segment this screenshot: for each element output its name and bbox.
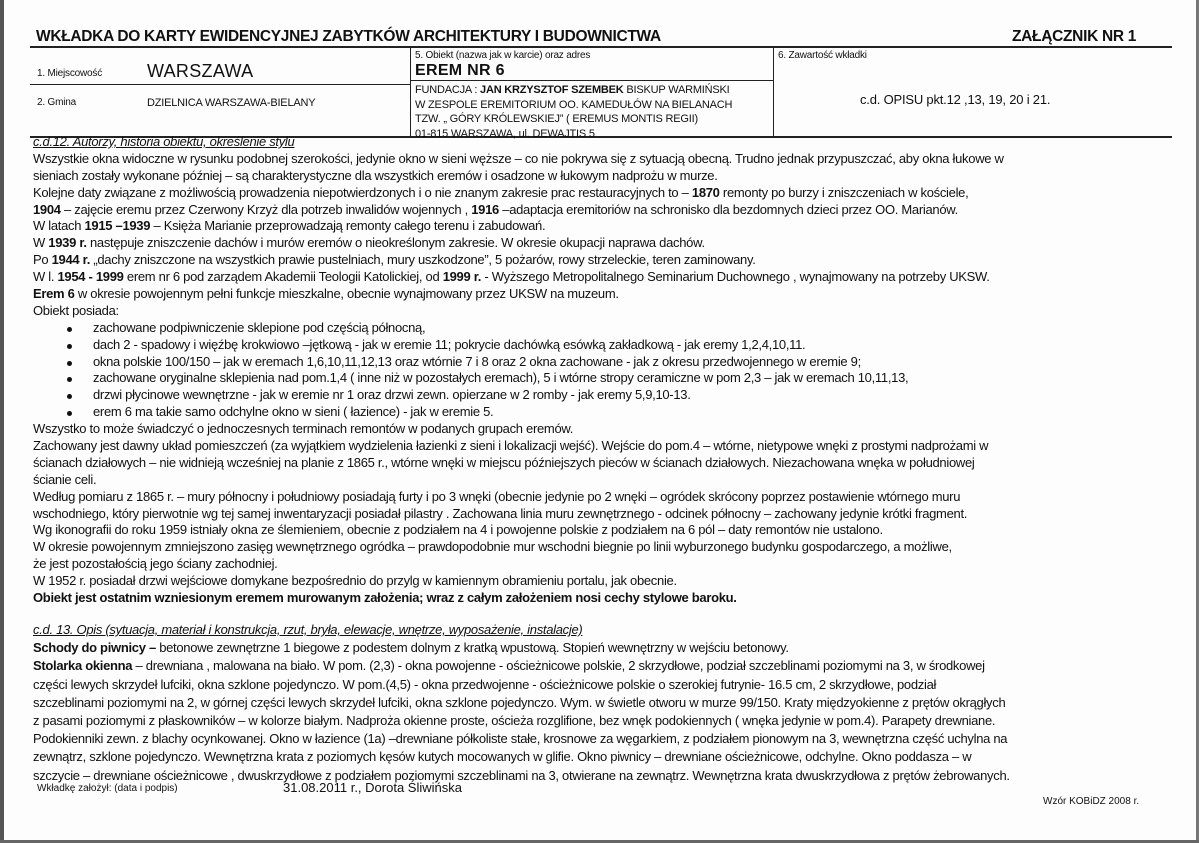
text-segment: W 1952 r. posiadał drzwi wejściowe domykane bezpośrednio do przylg w kamiennym obramieniu portalu, jak obecnie. — [33, 573, 677, 589]
text-segment: że jest pozostałością jego ściany zachodniej. — [33, 556, 278, 572]
text-segment: okna polskie 100/150 – jak w eremach 1,6,10,11,12,13 oraz wtórnie 7 i 8 oraz 2 okna zachowane - jak z okresu przedwojennego w eremie 9; — [93, 353, 861, 369]
text-segment: Według pomiaru z 1865 r. – mury północny i południowy posiadają furty i po 3 wnęki (obecnie jedynie po 2 wnęki – ogródek skrócony poprzez postawienie wtórnego muru — [33, 488, 961, 504]
text-segment: - Wyższego Metropolitalnego Seminarium Duchownego , wynajmowany na potrzeby UKSW. — [481, 269, 990, 285]
text-segment: W latach — [33, 218, 85, 234]
section-13-heading: c.d. 13. Opis (sytuacja, materiał i konstrukcja, rzut, bryła, elewacje, wnętrze, wyposażenie, instalacje) — [33, 622, 583, 637]
text-segment: betonowe zewnętrzne 1 biegowe z podestem dolnym z kratką wpustową. Stopień wewnętrzny w wejściu betonowy. — [155, 640, 789, 656]
text-line — [33, 168, 1004, 185]
address-line — [415, 83, 732, 98]
address-line — [415, 98, 732, 113]
text-segment: sieniach zostały wykonane później – są charakterystyczne dla wszystkich eremów i osadzone w łukowym nadprożu w murze. — [33, 167, 718, 183]
text-line — [33, 421, 1004, 438]
text-segment: – drewniana , malowana na biało. W pom. (2,3) - okna powojenne - ościeżnicowe polskie, 2 skrzydłowe, podział szczeblinami poziomymi na 3, w środkowej — [132, 658, 985, 674]
bold-text: 1904 — [33, 201, 61, 217]
text-line — [33, 252, 1004, 269]
signature-value: 31.08.2011 r., Dorota Śliwińska — [283, 780, 462, 795]
text-segment: zewnątrz, szklone pojedynczo. Wewnętrzna krata z poziomych kęsów kutych mocowanych w glifie. Okno piwnicy – drewniane ościeżnicowe, odchylne. Okno poddasza – w — [33, 749, 972, 765]
text-segment: części lewych skrzydeł lufciki, okna szklone pojedynczo. W pom.(4,5) - okna przedwojenne - ościeżnicowe polskie o szerokiej futrynie- 16.5 cm, 2 skrzydłowe, podział — [33, 676, 937, 692]
bullet-item — [33, 370, 1004, 387]
bullet-item — [33, 320, 1004, 337]
text-line — [33, 748, 1010, 766]
object-label: 5. Obiekt (nazwa jak w karcie) oraz adres — [415, 50, 591, 61]
commune-value: DZIELNICA WARSZAWA-BIELANY — [147, 97, 316, 109]
text-line — [33, 590, 1004, 607]
text-segment: Wg ikonografii do roku 1959 istniały okna ze ślemieniem, obecnie z podziałem na 4 i powojenne polskie z podziałem na 6 pól – daty remontów nie ustalono. — [33, 522, 883, 538]
text-line — [33, 151, 1004, 168]
text-segment: W l. — [33, 269, 58, 285]
section-13 — [33, 621, 1010, 785]
text-segment: wschodniego, który pierwotnie wg tej samej inwentaryzacji posiadał pilastry . Zachowana linia muru zewnętrznego - odcinek północny – zachowany jedynie krótki fragment. — [33, 505, 968, 521]
text-segment: Wszystko to może świadczyć o jednoczesnych terminach remontów w podanych grupach eremów. — [33, 421, 574, 437]
text-segment: następuje zniszczenie dachów i murów eremów o nieokreślonym zakresie. W okresie okupacji naprawa dachów. — [86, 235, 705, 251]
bold-text: 1954 - 1999 — [57, 269, 124, 285]
text-segment: Podokienniki zewn. z blachy ocynkowanej. Okno w łazience (1a) –drewniane półkoliste stałe, krosnowe za węgarkiem, z podziałem pionowym na 3, wewnętrzna część uchylna na — [33, 731, 1008, 747]
text-line — [33, 767, 1010, 785]
bullet-item — [33, 404, 1004, 421]
text-segment: ścianie celi. — [33, 471, 97, 487]
table-column-divider — [410, 47, 411, 136]
text-line — [33, 522, 1004, 539]
bold-text: 1999 r. — [442, 269, 482, 285]
bullet-item — [33, 354, 1004, 371]
text-segment: W — [33, 235, 49, 251]
text-segment: „dachy zniszczone na wszystkich prawie pustelniach, mury uszkodzone”, 5 pożarów, rowy strzeleckie, teren zaminowany. — [90, 252, 756, 268]
text-segment: z pasami poziomymi z płaskowników – w kolorze białym. Nadproża okienne proste, ościeża rozglifione, bez wnęk podokiennych ( wnęka jedynie w pom.4). Parapety drewniane. — [33, 712, 996, 728]
text-line — [33, 657, 1010, 675]
text-line — [33, 730, 1010, 748]
text-segment: 01-815 WARSZAWA, ul. DEWAJTIS 5 — [415, 127, 595, 140]
text-line — [33, 218, 1004, 235]
text-line — [33, 269, 1004, 286]
text-line — [33, 185, 1004, 202]
address-line — [415, 112, 732, 127]
bold-text: Stolarka okienna — [33, 658, 133, 674]
document-title: WKŁADKA DO KARTY EWIDENCYJNEJ ZABYTKÓW ARCHITEKTURY I BUDOWNICTWA — [36, 28, 661, 45]
text-segment: W ZESPOLE EREMITORIUM OO. KAMEDUŁÓW NA BIELANACH — [415, 98, 733, 111]
template-version: Wzór KOBiDZ 2008 r. — [1043, 796, 1140, 807]
text-line — [33, 539, 1004, 556]
object-address — [415, 83, 732, 141]
bullet-item — [33, 387, 1004, 404]
scan-edge-left — [0, 0, 4, 843]
bold-text: Erem 6 — [33, 286, 75, 302]
text-segment: TZW. „ GÓRY KRÓLEWSKIEJ” ( EREMUS MONTIS REGII) — [415, 113, 698, 125]
text-segment: drzwi płycinowe wewnętrzne - jak w eremie nr 1 oraz drzwi zewn. opierzane w 2 romby - jak eremy 5,9,10-13. — [93, 387, 691, 403]
text-line — [33, 676, 1010, 694]
text-segment: Po — [33, 252, 52, 268]
text-line — [33, 202, 1004, 219]
text-line — [33, 712, 1010, 730]
text-line — [33, 639, 1010, 657]
bold-text: 1939 r. — [48, 235, 87, 251]
text-line — [33, 303, 1004, 320]
text-line — [33, 472, 1004, 489]
text-segment: –adaptacja eremitoriów na schronisko dla bezdomnych dzieci przez OO. Marianów. — [498, 201, 958, 217]
text-line — [33, 556, 1004, 573]
text-line — [33, 235, 1004, 252]
bold-text: Obiekt jest ostatnim wzniesionym eremem murowanym założenia; wraz z całym założeniem nosi cechy stylowe baroku. — [33, 590, 737, 606]
text-segment: BISKUP WARMIŃSKI — [623, 84, 730, 96]
text-segment: dach 2 - spadowy i więźbę krokwiowo –jętkową - jak w eremie 11; pokrycie dachówką esówką zakładkową - jak eremy 1,2,4,10,11. — [93, 336, 806, 352]
table-row-divider — [30, 84, 410, 85]
text-segment: Kolejne daty związane z możliwością prowadzenia niepotwierdzonych i o nie znanym zakresie prac restauracyjnych to – — [33, 184, 692, 200]
text-segment: – zajęcie eremu przez Czerwony Krzyż dla potrzeb inwalidów wojennych , — [60, 201, 472, 217]
table-top-border — [30, 46, 1172, 48]
text-segment: zachowane podpiwniczenie sklepione pod częścią północną, — [93, 319, 426, 335]
bold-text: 1915 –1939 — [84, 218, 151, 234]
locality-value: WARSZAWA — [147, 61, 254, 81]
section-13-body — [33, 639, 1010, 785]
text-line — [33, 694, 1010, 712]
annex-number: ZAŁĄCZNIK NR 1 — [1012, 28, 1137, 45]
text-segment: szczeblinami poziomymi na 2, w górnej części lewych skrzydeł lufciki, okna szklone pojedynczo. Wym. w świetle otworu w murze 99/150. Kraty międzyokienne z prętów okrągłych — [33, 694, 1006, 710]
text-segment: Zachowany jest dawny układ pomieszczeń (za wyjątkiem wydzielenia łazienki z sieni i lokalizacji wejść). Wejście do pom.4 – wtórne, nietypowe wnęki z prostymi nadprożami w — [33, 438, 989, 454]
text-line — [33, 506, 1004, 523]
contents-value: c.d. OPISU pkt.12 ,13, 19, 20 i 21. — [860, 92, 1051, 107]
text-segment: remonty po burzy i zniszczeniach w kościele, — [719, 184, 969, 200]
bold-text: Schody do piwnicy – — [33, 640, 156, 656]
text-segment: Obiekt posiada: — [33, 302, 119, 318]
locality-label: 1. Miejscowość — [37, 68, 102, 79]
text-line — [33, 489, 1004, 506]
object-name: EREM NR 6 — [415, 62, 505, 79]
signature-label: Wkładkę założył: (data i podpis) — [37, 783, 178, 794]
text-segment: Wszystkie okna widoczne w rysunku podobnej szerokości, jedynie okno w sieni węższe – co nie pokrywa się z sytuacją obecną. Trudno jednak przypuszczać, aby okna łukowe w — [33, 150, 1004, 166]
bold-text: 1870 — [691, 184, 720, 200]
text-segment: erem nr 6 pod zarządem Akademii Teologii Katolickiej, od — [123, 269, 443, 285]
section-12-heading: c.d.12. Autorzy, historia obiektu, określenie stylu — [33, 134, 295, 149]
text-segment: w okresie powojennym pełni funkcje mieszkalne, obecnie wynajmowany przez UKSW na muzeum. — [74, 286, 619, 302]
text-segment: W okresie powojennym zmniejszono zasięg wewnętrznego ogródka – prawdopodobnie mur wschodni biegnie po linii wyburzonego budynku gospodarczego, a możliwe, — [33, 539, 952, 555]
commune-label: 2. Gmina — [37, 97, 76, 108]
text-line — [33, 438, 1004, 455]
table-column-divider — [773, 47, 774, 136]
bold-text: 1944 r. — [51, 252, 91, 268]
text-segment: zachowane oryginalne sklepienia nad pom.1,4 ( inne niż w pozostałych eremach), 5 i wtórne stropy ceramiczne w pom 2,3 – jak w eremach 10,11,13, — [93, 370, 909, 386]
text-segment: FUNDACJA : — [415, 84, 481, 96]
section-12-body — [33, 151, 1004, 607]
text-line — [33, 455, 1004, 472]
text-line — [33, 573, 1004, 590]
bullet-item — [33, 337, 1004, 354]
text-line — [33, 286, 1004, 303]
table-row-divider — [410, 80, 773, 81]
bold-text: 1916 — [471, 201, 499, 217]
text-segment: szczycie – drewniane ościeżnicowe , dwuskrzydłowe z podziałem poziomymi szczeblinami na 3, otwierane na zewnątrz. Wewnętrzna krata dwuskrzydłowa z prętów żebrowanych. — [33, 767, 1010, 783]
text-segment: erem 6 ma takie samo odchylne okno w sieni ( łazience) - jak w eremie 5. — [93, 404, 494, 420]
section-12 — [33, 134, 1004, 607]
contents-label: 6. Zawartość wkładki — [778, 50, 867, 61]
text-segment: ścianach działowych – nie widnieją wcześniej na planie z 1865 r., wtórne wnęki w miejscu późniejszych pieców w ścianach działowych. Niezachowana wnęka w południowej — [33, 454, 975, 470]
text-segment: – Księża Marianie przeprowadzają remonty całego terenu i zabudowań. — [150, 218, 546, 234]
bold-text: JAN KRZYSZTOF SZEMBEK — [480, 84, 624, 96]
